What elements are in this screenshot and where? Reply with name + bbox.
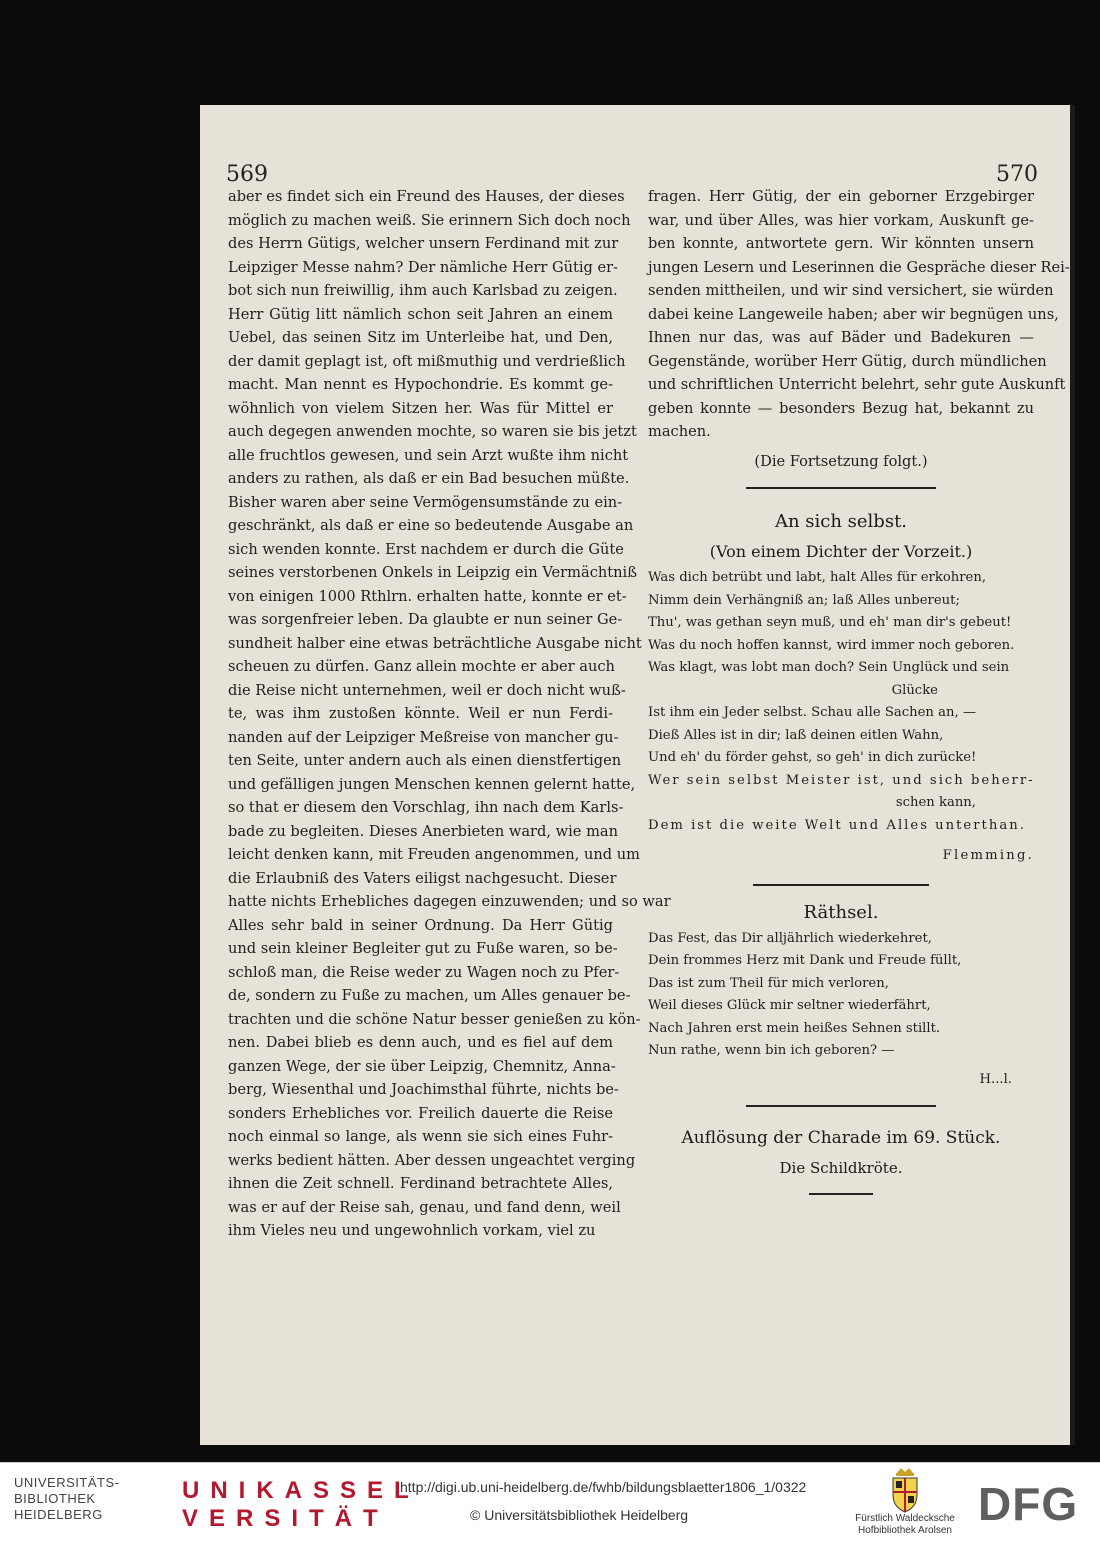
text-line: hatte nichts Erhebliches dagegen einzuwenden; und so war (228, 893, 671, 910)
text-line: des Herrn Gütigs, welcher unsern Ferdinand mit zur (228, 235, 619, 252)
library-line: BIBLIOTHEK (14, 1491, 96, 1506)
text-line: Leipziger Messe nahm? Der nämliche Herr Gütig er- (228, 258, 619, 276)
text-line: von einigen 1000 Rthlrn. erhalten hatte, konnte er et- (228, 587, 627, 605)
text-line: jungen Lesern und Leserinnen die Gespräche dieser Rei- (648, 258, 1070, 276)
text-line: geschränkt, als daß er eine so bedeutende Ausgabe an (228, 517, 634, 534)
kassel-line: VERSITÄT (182, 1505, 389, 1532)
text-line: sonders Erhebliches vor. Freilich dauerte die Reise (228, 1104, 613, 1122)
text-line: bade zu begleiten. Dieses Anerbieten ward, wie man (228, 822, 619, 840)
poem-subtitle: (Von einem Dichter der Vorzeit.) (709, 542, 973, 561)
text-line: seines verstorbenen Onkels in Leipzig ein Vermächtniß (228, 564, 637, 581)
riddle-author: H...l. (979, 1071, 1012, 1087)
text-line: auch degegen anwenden mochte, so waren sie bis jetzt (228, 423, 637, 440)
dfg-logo[interactable]: DFG (978, 1478, 1079, 1530)
footer-bar (0, 1462, 1100, 1543)
poem-line: Dieß Alles ist in dir; laß deinen eitlen Wahn, (648, 727, 944, 743)
text-line: scheuen zu dürfen. Ganz allein mochte er aber auch (228, 658, 615, 675)
poem-line: Glücke (891, 682, 938, 698)
divider (746, 487, 936, 489)
text-line: geben konnte — besonders Bezug hat, bekannt zu (648, 399, 1034, 417)
poem-line: Was klagt, was lobt man doch? Sein Unglück und sein (648, 660, 1010, 675)
poem-line: Was du noch hoffen kannst, wird immer noch geboren. (648, 637, 1015, 653)
text-line: ben konnte, antwortete gern. Wir könnten unsern (648, 235, 1034, 252)
right-column-prose (648, 185, 1070, 444)
crest-icon (888, 1467, 922, 1513)
text-line: ihnen die Zeit schnell. Ferdinand betrachtete Alles, (228, 1175, 613, 1192)
solution-answer: Die Schildkröte. (779, 1159, 903, 1177)
divider (746, 1105, 936, 1107)
text-line: und gefälligen jungen Menschen kennen gelernt hatte, (228, 775, 636, 793)
text-line: nanden auf der Leipziger Meßreise von mancher gu- (228, 728, 619, 746)
text-line: die Erlaubniß des Vaters eiligst nachgesucht. Dieser (228, 869, 617, 887)
solution-title: Auflösung der Charade im 69. Stück. (681, 1128, 1001, 1148)
riddle-lines (648, 928, 1034, 1063)
text-line: Bisher waren aber seine Vermögensumstände zu ein- (228, 493, 623, 511)
uni-kassel-logo[interactable] (182, 1477, 420, 1533)
poem-line: Dem ist die weite Welt und Alles unterthan. (648, 817, 1026, 833)
text-line: berg, Wiesenthal und Joachimsthal führte, nichts be- (228, 1081, 619, 1098)
text-line: ten Seite, unter andern auch als einen dienstfertigen (228, 752, 622, 769)
fwh-line: Fürstlich Waldecksche (855, 1513, 955, 1524)
text-line: was sorgenfreier leben. Da glaubte er nun seiner Ge- (228, 611, 623, 628)
text-line: nen. Dabei blieb es denn auch, und es fiel auf dem (228, 1034, 613, 1051)
text-line: te, was ihm zustoßen könnte. Weil er nun Ferdi- (228, 705, 613, 722)
text-line: sundheit halber eine etwas beträchtliche Ausgabe nicht (228, 634, 642, 652)
text-line: Alles sehr bald in seiner Ordnung. Da Herr Gütig (228, 916, 613, 934)
text-line: leicht denken kann, mit Freuden angenommen, und um (228, 846, 640, 863)
text-line: die Reise nicht unternehmen, weil er doch nicht wuß- (228, 681, 626, 699)
library-line: HEIDELBERG (14, 1507, 103, 1522)
text-line: bot sich nun freiwillig, ihm auch Karlsbad zu zeigen. (228, 282, 618, 299)
page-number-right: 570 (996, 162, 1038, 187)
text-line: schloß man, die Reise weder zu Wagen noch zu Pfer- (228, 963, 620, 981)
divider (753, 884, 929, 886)
text-line: Gegenstände, worüber Herr Gütig, durch mündlichen (648, 352, 1047, 370)
riddle-title: Räthsel. (803, 901, 879, 923)
left-column (228, 185, 671, 1243)
text-line: der damit geplagt ist, oft mißmuthig und verdrießlich (228, 352, 626, 370)
short-divider (809, 1193, 873, 1195)
text-line: noch einmal so lange, als wenn sie sich eines Fuhr- (228, 1128, 613, 1145)
poem-line: Wer sein selbst Meister ist, und sich beherr- (648, 772, 1035, 788)
document-url-link[interactable]: http://digi.ub.uni-heidelberg.de/fwhb/bildungsblaetter1806_1/0322 (400, 1479, 807, 1495)
riddle-line: Nach Jahren erst mein heißes Sehnen stillt. (648, 1020, 941, 1036)
text-line: senden mittheilen, und wir sind versichert, sie würden (648, 282, 1054, 299)
poem-line: Was dich betrübt und labt, halt Alles für erkohren, (648, 570, 987, 585)
poem-line: schen kann, (895, 795, 976, 810)
text-line: machen. (648, 423, 711, 440)
text-line: anders zu rathen, als daß er ein Bad besuchen müßte. (228, 470, 630, 487)
text-line: was er auf der Reise sah, genau, und fand denn, weil (228, 1198, 621, 1216)
text-line: so that er diesem den Vorschlag, ihn nach dem Karls- (228, 799, 624, 816)
text-line: sich wenden konnte. Erst nachdem er durch die Güte (228, 540, 624, 558)
ub-heidelberg-logo[interactable] (14, 1475, 124, 1523)
copyright-text: © Universitätsbibliothek Heidelberg (470, 1507, 689, 1523)
riddle-line: Dein frommes Herz mit Dank und Freude füllt, (648, 953, 962, 968)
fwh-line: Hofbibliothek Arolsen (858, 1525, 952, 1536)
riddle-line: Nun rathe, wenn bin ich geboren? — (648, 1043, 895, 1058)
continuation-note: (Die Fortsetzung folgt.) (754, 452, 928, 470)
text-line: und schriftlichen Unterricht belehrt, sehr gute Auskunft (648, 376, 1066, 393)
text-line: Herr Gütig litt nämlich schon seit Jahren an einem (228, 305, 613, 323)
poem-line: Und eh' du förder gehst, so geh' in dich zurücke! (648, 750, 977, 765)
text-line: de, sondern zu Fuße zu machen, um Alles genauer be- (228, 987, 631, 1004)
poem-title: An sich selbst. (774, 511, 908, 532)
right-column (648, 185, 1070, 1207)
text-line: Uebel, das seinen Sitz im Unterleibe hat, und Den, (228, 329, 613, 346)
riddle-line: Das Fest, das Dir alljährlich wiederkehret, (648, 930, 932, 946)
text-line: werks bedient hätten. Aber dessen ungeachtet verging (228, 1151, 636, 1169)
text-line: war, und über Alles, was hier vorkam, Auskunft ge- (648, 211, 1034, 229)
poem-line: Thu', was gethan seyn muß, und eh' man dir's gebeut! (648, 615, 1012, 630)
text-line: ihm Vieles neu und ungewohnlich vorkam, viel zu (228, 1222, 596, 1239)
text-line: und sein kleiner Begleiter gut zu Fuße waren, so be- (228, 940, 618, 957)
text-line: alle fruchtlos gewesen, und sein Arzt wußte ihm nicht (228, 446, 629, 464)
kassel-line: UNIKASSEL (182, 1477, 420, 1504)
riddle-line: Das ist zum Theil für mich verloren, (648, 975, 889, 991)
riddle-line: Weil dieses Glück mir seltner wiederfährt, (648, 998, 931, 1013)
poem-line: Nimm dein Verhängniß an; laß Alles unbereut; (648, 592, 960, 608)
poem-lines (648, 567, 1034, 837)
text-line: fragen. Herr Gütig, der ein geborner Erzgebirger (648, 188, 1034, 205)
text-line: wöhnlich von vielem Sitzen her. Was für Mittel er (228, 399, 613, 417)
text-line: möglich zu machen weiß. Sie erinnern Sich doch noch (228, 211, 631, 229)
fwh-arolsen-label (830, 1513, 980, 1537)
poem-line: Ist ihm ein Jeder selbst. Schau alle Sachen an, — (648, 705, 977, 720)
text-line: Ihnen nur das, was auf Bäder und Badekuren — (648, 329, 1034, 346)
text-line: dabei keine Langeweile haben; aber wir begnügen uns, (648, 305, 1059, 323)
text-line: trachten und die schöne Natur besser genießen zu kön- (228, 1010, 641, 1028)
text-line: ganzen Wege, der sie über Leipzig, Chemnitz, Anna- (228, 1057, 616, 1075)
poem-author: Flemming. (942, 848, 1034, 863)
text-line: macht. Man nennt es Hypochondrie. Es kommt ge- (228, 376, 613, 393)
page-number-left: 569 (226, 162, 268, 187)
library-line: UNIVERSITÄTS- (14, 1475, 120, 1490)
text-line: aber es findet sich ein Freund des Hauses, der dieses (228, 188, 625, 205)
